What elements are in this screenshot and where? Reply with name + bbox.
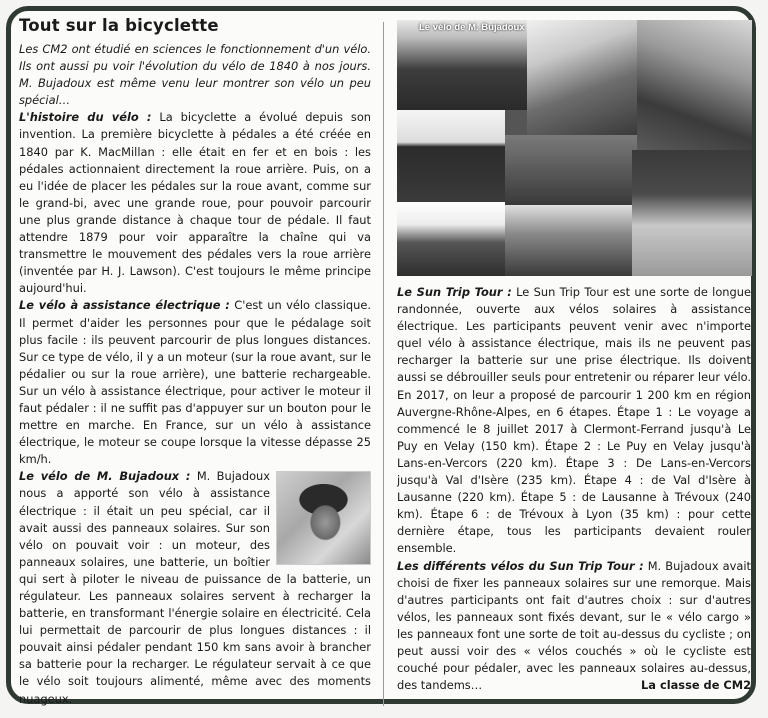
section-history bbox=[19, 109, 371, 297]
section-bujadoux-bike bbox=[19, 468, 371, 707]
column-divider bbox=[383, 22, 384, 706]
section-bujadoux-heading: Le vélo de M. Bujadoux : bbox=[19, 469, 191, 484]
section-history-body: La bicyclette a évolué depuis son invention. La première bicyclette à pédales a été créée en 1840 par K. MacMillan : elle était en fer et en bois : les pédales actionnaient directement la roue arrière. Puis, on a eu l'idée de placer les pédales sur la roue avant, comme sur le grand-bi, avec une grande roue, pour pouvoir parcourir une plus grande distance à chaque tour de pédale. Il faut attendre 1879 pour voir apparaître la chaîne qui va transmettre le mouvement des pédales vers la roue arrière (inventée par H. J. Lawson). C'est toujours le même principe aujourd'hui. bbox=[19, 110, 372, 296]
section-electric-bike-body: C'est un vélo classique. Il permet d'aider les personnes pour que le pédalage soit plus facile : ils peuvent parcourir de plus longues distances. Sur ce type de vélo, il y a un moteur (sur la roue avant, sur le pédalier ou sur la roue arrière), une batterie rechargeable. Sur un vélo à assistance électrique, pour activer le moteur il faut pédaler : il ne suffit pas d'appuyer sur un bouton pour le mettre en marche. En France, sur un vélo à assistance électrique, le moteur se coupe lorsque la vitesse dépasse 25 km/h. bbox=[19, 298, 371, 467]
collage-photo bbox=[505, 135, 637, 205]
collage-photo bbox=[397, 20, 527, 110]
article-intro: Les CM2 ont étudié en sciences le fonctionnement d'un vélo. Ils ont aussi pu voir l'évolution du vélo de 1840 à nos jours. M. Bujadoux est même venu leur montrer son vélo un peu spécial… bbox=[19, 42, 371, 108]
section-electric-bike-heading: Le vélo à assistance électrique : bbox=[19, 298, 230, 313]
section-sun-trip-heading: Le Sun Trip Tour : bbox=[397, 285, 512, 299]
section-electric-bike bbox=[19, 297, 371, 468]
collage-photo bbox=[637, 20, 752, 150]
collage-caption: Le vélo de M. Bujadoux bbox=[419, 22, 525, 33]
collage-photo bbox=[397, 110, 505, 202]
collage-photo bbox=[527, 20, 637, 135]
article-title: Tout sur la bicyclette bbox=[19, 16, 219, 35]
section-different-bikes-heading: Les différents vélos du Sun Trip Tour : bbox=[397, 558, 644, 573]
right-column bbox=[397, 16, 751, 694]
section-sun-trip bbox=[397, 284, 751, 558]
portrait-photo bbox=[276, 471, 371, 565]
section-sun-trip-body: Le Sun Trip Tour est une sorte de longue randonnée, ouverte aux vélos solaires à assistance électrique. Les participants peuvent venir avec n'importe quel vélo à assistance électrique, mais ils ne peuvent pas recharger la batterie sur une prise électrique. Ils doivent aussi se débrouiller seuls pour entretenir ou réparer leur vélo. En 2017, on leur a proposé de parcourir 1 200 km en région Auvergne-Rhône-Alpes, en 6 étapes. Étape 1 : Le voyage a commencé le 8 juillet 2017 à Clermont-Ferrand jusqu'à Le Puy en Velay (150 km). Étape 2 : Le Puy en Velay jusqu'à Lans-en-Vercors (220 km). Étape 3 : De Lans-en-Vercors jusqu'à Val d'Isère (235 km). Étape 4 : de Val d'Isère à Lausanne (220 km). Étape 5 : de Lausanne à Trévoux (240 km). Étape 6 : de Trévoux à Lyon (35 km) : pour cette dernière étape, tous les participants devaient rouler ensemble. bbox=[397, 285, 751, 556]
section-different-bikes bbox=[397, 558, 751, 695]
collage-photo bbox=[632, 150, 752, 276]
photo-collage bbox=[397, 20, 752, 276]
section-history-heading: L'histoire du vélo : bbox=[19, 110, 152, 125]
collage-photo bbox=[505, 205, 632, 276]
section-bujadoux-body: M. Bujadoux nous a apporté son vélo à assistance électrique : il était un peu spécial, car il avait aussi des panneaux solaires. Sur son vélo on pouvait voir : un moteur, des panneaux solaires, une batterie, un boîtier qui sert à piloter le niveau de puissance de la batterie, un régulateur. Les panneaux solaires servent à recharger la batterie, en transformant l'énergie solaire en électricité. Cela lui permettait de parcourir de plus longues distances : il pouvait ainsi pédaler pendant 150 km sans avoir à brancher sa batterie pour la recharger. Le régulateur servait à ce que le vélo soit toujours alimenté, même avec des moments nuageux. bbox=[19, 469, 371, 706]
section-different-bikes-body: M. Bujadoux avait choisi de fixer les panneaux solaires sur une remorque. Mais d'autres participants ont fait d'autres choix : sur d'autres vélos, les panneaux sont fixés devant, sur le « vélo cargo » les panneaux font une sorte de toit au-dessus du cycliste ; on peut aussi voir des « vélos couchés » où le cycliste est couché pour pédaler, avec les panneaux solaires au-dessus, des tandems… bbox=[397, 558, 751, 693]
collage-photo bbox=[397, 202, 505, 276]
signature: La classe de CM2 bbox=[641, 678, 751, 693]
left-column bbox=[19, 16, 371, 708]
